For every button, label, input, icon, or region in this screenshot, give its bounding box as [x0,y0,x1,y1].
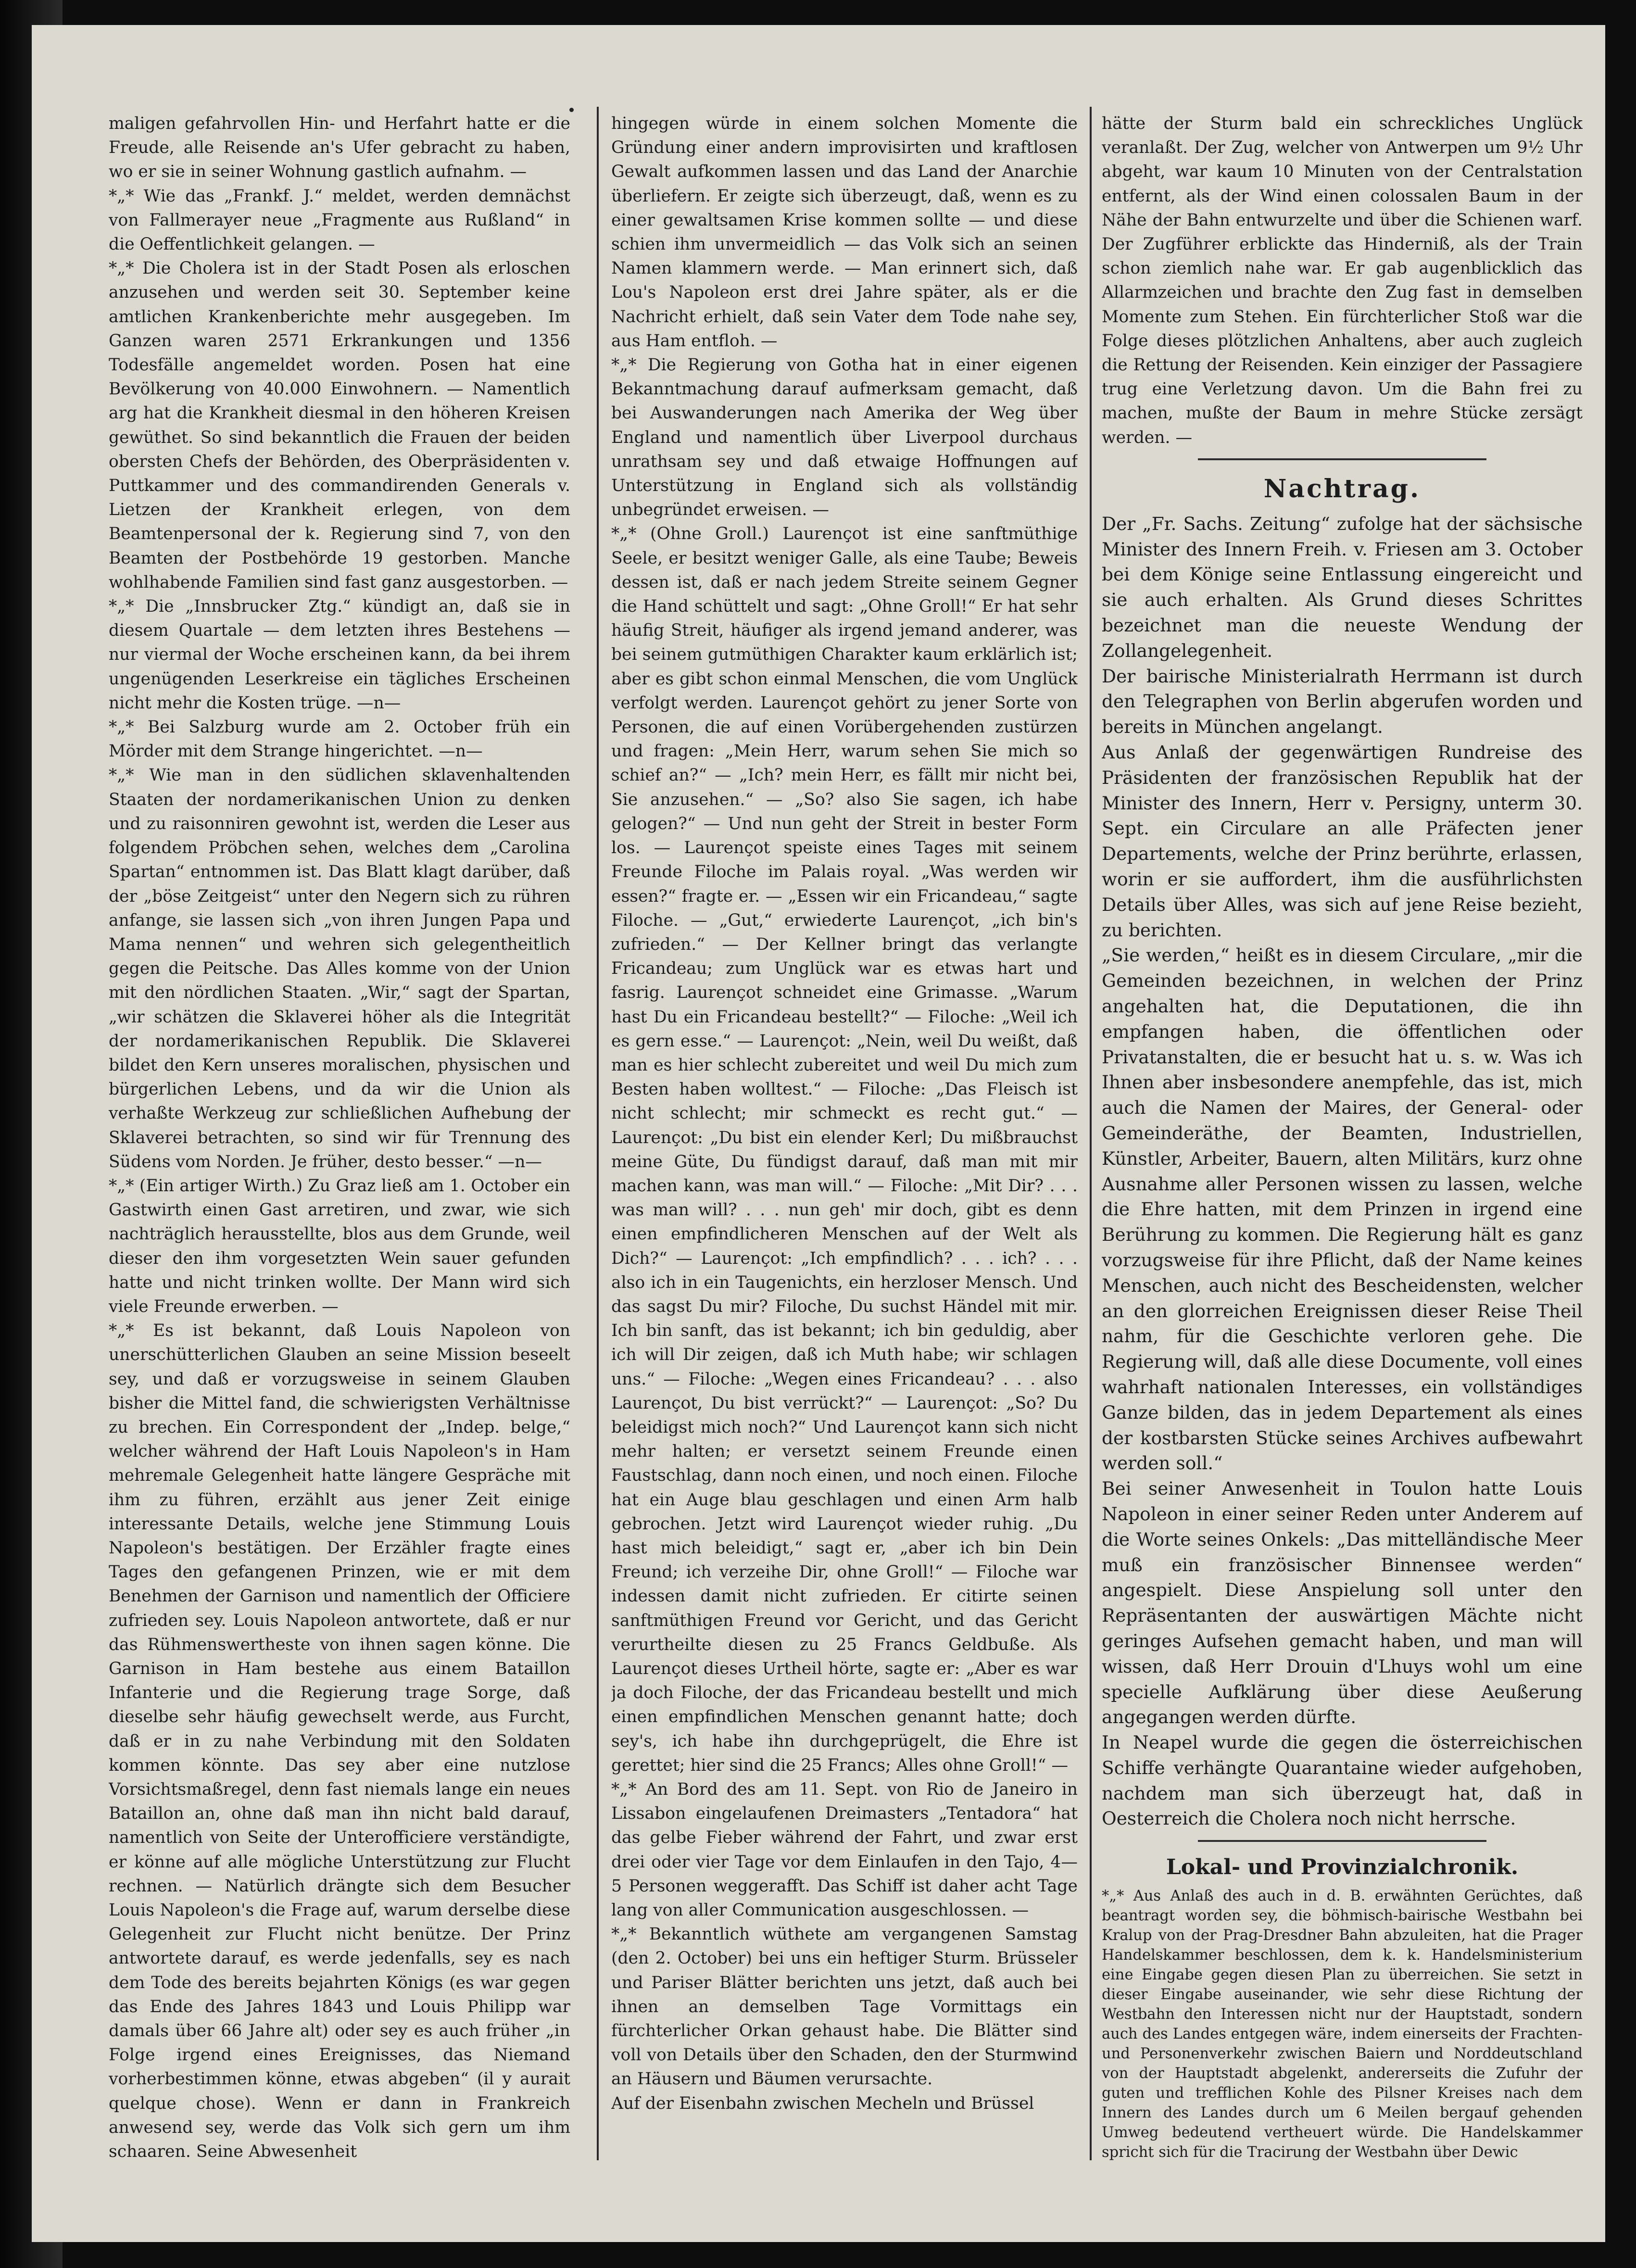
article-paragraph: *„* Die Regierung von Gotha hat in einer eigenen Bekanntmachung darauf aufmerksam gemacht, daß bei Auswanderungen nach Amerika der Weg über England und namentlich über Liverpool durchaus unrathsam sey und daß etwaige Hoffnungen auf Unterstützung in England sich als vollständig unbegründet erweisen. — [611,355,1078,520]
column-3 [1102,112,1583,2180]
section-divider [1102,1831,1583,1850]
article-paragraph: hätte der Sturm bald ein schreckliches Unglück veranlaßt. Der Zug, welcher von Antwerpen um 9½ Uhr abgeht, war kaum 10 Minuten von der Centralstation entfernt, als der Wind einen colossalen Baum in der Nähe der Bahn entwurzelte und über die Schienen warf. Der Zugführer erblickte das Hinderniß, als der Train schon ziemlich nahe war. Er gab augenblicklich das Allarmzeichen und brachte den Zug fast in demselben Momente zum Stehen. Ein fürchterlicher Stoß war die Folge dieses plötzlichen Anhaltens, aber auch zugleich die Rettung der Reisenden. Kein einziger der Passagiere trug eine Verletzung davon. Um die Bahn frei zu machen, mußte der Baum in mehre Stücke zersägt werden. — [1102,114,1583,447]
column-rule [1090,107,1092,2160]
article-paragraph: *„* Wie man in den südlichen sklavenhaltenden Staaten der nordamerikanischen Union zu denken und zu raisonniren gewohnt ist, werden die Leser aus folgendem Pröbchen sehen, welches dem „Carolina Spartan“ entnommen ist. Das Blatt klagt darüber, daß der „böse Zeitgeist“ unter den Negern sich zu rühren anfange, sie lassen sich „von ihren Jungen Papa und Mama nennen“ und wehren sich gelegentheitlich gegen die Peitsche. Das Alles komme von der Union mit den nördlichen Staaten. „Wir,“ sagt der Spartan, „wir schätzen die Sklaverei höher als die Integrität der nordamerikanischen Republik. Die Sklaverei bildet den Kern unseres moralischen, physischen und bürgerlichen Lebens, und da wir die Union als verhaßte Werkzeug zur schließlichen Aufhebung der Sklaverei betrachten, so sind wir für Trennung des Südens vom Norden. Je früher, desto besser.“ —n— [109,766,570,1172]
nachtrag-heading: Nachtrag. [1263,474,1421,504]
article-paragraph: *„* Es ist bekannt, daß Louis Napoleon von unerschütterlichen Glauben an seine Mission beseelt sey, und daß er vorzugsweise in seinem Glauben bisher die Mittel fand, die schwierigsten Verhältnisse zu brechen. Ein Correspondent der „Indep. belge,“ welcher während der Haft Louis Napoleon's in Ham mehremale Gelegenheit hatte längere Gespräche mit ihm zu führen, erzählt aus jener Zeit einige interessante Details, welche jene Stimmung Louis Napoleon's bestätigen. Der Erzähler fragte eines Tages den gefangenen Prinzen, wie er mit dem Benehmen der Garnison und namentlich der Officiere zufrieden sey. Louis Napoleon antwortete, daß er nur das Rühmenswertheste von ihnen sagen könne. Die Garnison in Ham bestehe aus einem Bataillon Infanterie und die Regierung trage Sorge, daß dieselbe sehr häufig gewechselt werde, aus Furcht, daß er in zu nahe Verbindung mit den Soldaten kommen könnte. Das sey aber eine nutzlose Vorsichtsmaßregel, denn fast niemals lange ein neues Bataillon an, ohne daß man ihn nicht bald darauf, namentlich von Seite der Unterofficiere verständigte, er könne auf alle mögliche Unterstützung zur Flucht rechnen. — Natürlich drängte sich dem Besucher Louis Napoleon's die Frage auf, warum derselbe diese Gelegenheit zur Flucht nicht benütze. Der Prinz antwortete darauf, es werde jedenfalls, sey es nach dem Tode des bereits bejahrten Königs (es war gegen das Ende des Jahres 1843 und Louis Philipp war damals über 66 Jahre alt) oder sey es auch früher „in Folge irgend eines Ereignisses, das Niemand vorherbestimmen könne, etwas abgeben“ (il y aurait quelque chose). Wenn er dann in Frankreich anwesend sey, werde das Volk sich gern um ihm schaaren. Seine Abwesenheit [109,1321,570,2162]
nachtrag-paragraph: Bei seiner Anwesenheit in Toulon hatte Louis Napoleon in einer seiner Reden unter Anderem auf die Worte seines Onkels: „Das mittelländische Meer muß ein französischer Binnensee werden“ angespielt. Diese Anspielung soll unter den Repräsentanten der auswärtigen Mächte nicht geringes Aufsehen gemacht haben, und man will wissen, daß Herr Drouin d'Lhuys wohl um eine specielle Aufklärung über diese Aeußerung angegangen werden dürfte. [1102,1478,1583,1728]
article-paragraph: *„* Wie das „Frankf. J.“ meldet, werden demnächst von Fallmerayer neue „Fragmente aus Rußland“ in die Oeffentlichkeit gelangen. — [109,186,570,254]
lokal-heading: Lokal- und Provinzialchronik. [1166,1855,1519,1880]
column-2 [611,112,1078,2180]
nachtrag-paragraph: Der „Fr. Sachs. Zeitung“ zufolge hat der sächsische Minister des Innern Freih. v. Friesen am 3. October bei dem Könige seine Entlassung eingereicht und sie auch erhalten. Als Grund dieses Schrittes bezeichnet man die neueste Wendung der Zollangelegenheit. [1102,513,1583,661]
article-paragraph: *„* Bekanntlich wüthete am vergangenen Samstag (den 2. October) bei uns ein heftiger Sturm. Brüsseler und Pariser Blätter berichten uns jetzt, daß auch bei ihnen an demselben Tage Vormittags ein fürchterlicher Orkan gehaust habe. Die Blätter sind voll von Details über den Schaden, den der Sturmwind an Häusern und Bäumen verursachte. [611,1925,1078,2089]
column-1 [109,112,570,2180]
lokal-paragraph: *„* Aus Anlaß des auch in d. B. erwähnten Gerüchtes, daß beantragt worden sey, die böhmisch-bairische Westbahn bei Kralup von der Prag-Dresdner Bahn abzuleiten, hat die Prager Handelskammer beschlossen, dem k. k. Handelsministerium eine Eingabe gegen diesen Plan zu überreichen. Sie setzt in dieser Eingabe auseinander, wie sehr diese Richtung der Westbahn den Interessen nicht nur der Hauptstadt, sondern auch des Landes entgegen wäre, indem einerseits der Frachten- und Personenverkehr zwischen Baiern und Norddeutschland von der Hauptstadt abgelenkt, andererseits die Zufuhr der guten und trefflichen Kohle des Pilsner Kreises nach dem Innern des Landes durch um 6 Meilen bergauf gehenden Umweg bedeutend vertheuert würde. Die Handelskammer spricht sich für die Tracirung der Westbahn über Dewic [1102,1888,1583,2161]
article-paragraph: Auf der Eisenbahn zwischen Mecheln und Brüssel [611,2093,1034,2113]
article-paragraph: *„* Die „Innsbrucker Ztg.“ kündigt an, daß sie in diesem Quartale — dem letzten ihres Bestehens — nur viermal der Woche erscheinen kann, da bei ihrem ungenügenden Leserkreise ein tägliches Erscheinen nicht mehr die Kosten trüge. —n— [109,597,570,713]
article-paragraph: *„* (Ein artiger Wirth.) Zu Graz ließ am 1. October ein Gastwirth einen Gast arretiren, und zwar, wie sich nachträglich herausstellte, blos aus dem Grunde, weil dieser den ihm vorgesetzten Wein sauer gefunden hatte und nicht trinken wollte. Der Mann wird sich viele Freunde erwerben. — [109,1176,570,1316]
section-divider [1102,450,1583,468]
article-paragraph: *„* Die Cholera ist in der Stadt Posen als erloschen anzusehen und werden seit 30. September keine amtlichen Krankenberichte mehr ausgegeben. Im Ganzen waren 2571 Erkrankungen und 1356 Todesfälle angemeldet worden. Posen hat eine Bevölkerung von 40.000 Einwohnern. — Namentlich arg hat die Krankheit diesmal in den höheren Kreisen gewüthet. So sind bekanntlich die Frauen der beiden obersten Chefs der Behörden, des Oberpräsidenten v. Puttkammer und des commandirenden Generals v. Lietzen der Krankheit erlegen, von dem Beamtenpersonal der k. Regierung sind 7, von den Beamten der Postbehörde 19 gestorben. Manche wohlhabende Familien sind fast ganz ausgestorben. — [109,259,570,592]
newspaper-page [32,25,1605,2242]
nachtrag-paragraph: Der bairische Ministerialrath Herrmann ist durch den Telegraphen von Berlin abgerufen worden und bereits in München angelangt. [1102,665,1583,738]
column-rule [597,107,599,2160]
article-paragraph: *„* (Ohne Groll.) Laurençot ist eine sanftmüthige Seele, er besitzt weniger Galle, als eine Taube; Beweis dessen ist, daß er nach jedem Streite seinem Gegner die Hand schüttelt und sagt: „Ohne Groll!“ Er hat sehr häufig Streit, häufiger als irgend jemand anderer, was bei seinem gutmüthigen Charakter kaum erklärlich ist; aber es gibt schon einmal Menschen, die vom Unglück verfolgt werden. Laurençot gehört zu jener Sorte von Personen, die auf einen Vorübergehenden zustürzen und fragen: „Mein Herr, warum sehen Sie mich so schief an?“ — „Ich? mein Herr, es fällt mir nicht bei, Sie anzusehen.“ — „So? also Sie sagen, ich habe gelogen?“ — Und nun geht der Streit in bester Form los. — Laurençot speiste eines Tages mit seinem Freunde Filoche im Palais royal. „Was werden wir essen?“ fragte er. — „Essen wir ein Fricandeau,“ sagte Filoche. — „Gut,“ erwiederte Laurençot, „ich bin's zufrieden.“ — Der Kellner bringt das verlangte Fricandeau; zum Unglück war es etwas hart und fasrig. Laurençot schneidet eine Grimasse. „Warum hast Du ein Fricandeau bestellt?“ — Filoche: „Weil ich es gern esse.“ — Laurençot: „Nein, weil Du weißt, daß man es hier schlecht zubereitet und weil Du mich zum Besten haben wolltest.“ — Filoche: „Das Fleisch ist nicht schlecht; mir schmeckt es recht gut.“ — Laurençot: „Du bist ein elender Kerl; Du mißbrauchst meine Güte, Du fündigst darauf, daß man mit mir machen kann, was man will.“ — Filoche: „Mit Dir? . . . was man will? . . . nun geh' mir doch, gibt es denn einen empfindlicheren Menschen auf der Welt als Dich?“ — Laurençot: „Ich empfindlich? . . . ich? . . . also ich in ein Taugenichts, ein herzloser Mensch. Und das sagst Du mir? Filoche, Du suchst Händel mit mir. Ich bin sanft, das ist bekannt; ich bin geduldig, aber ich will Dir zeigen, daß ich Muth habe; wir schlagen uns.“ — Filoche: „Wegen eines Fricandeau? . . . also Laurençot, Du bist verrückt?“ — Laurençot: „So? Du beleidigst mich noch?“ Und Laurençot kann sich nicht mehr halten; er versetzt seinem Freunde einen Faustschlag, dann noch einen, und noch einen. Filoche hat ein Auge blau geschlagen und einen Arm halb gebrochen. Jetzt wird Laurençot wieder ruhig. „Du hast mich beleidigt,“ sagt er, „aber ich bin Dein Freund; ich verzeihe Dir, ohne Groll!“ — Filoche war indessen damit nicht zufrieden. Er citirte seinen sanftmüthigen Freund vor Gericht, und das Gericht verurtheilte diesen zu 25 Francs Geldbuße. Als Laurençot dieses Urtheil hörte, sagte er: „Aber es war ja doch Filoche, der das Fricandeau bestellt und mich einen empfindlichen Menschen genannt hatte; doch sey's, ich habe ihn durchgeprügelt, die Ehre ist gerettet; hier sind die 25 Francs; Alles ohne Groll!“ — [611,524,1078,1775]
nachtrag-paragraph: Aus Anlaß der gegenwärtigen Rundreise des Präsidenten der französischen Republik hat der Minister des Innern, Herr v. Persigny, unterm 30. Sept. ein Circulare an alle Präfecten jener Departements, welche der Prinz berührte, erlassen, worin er sie auffordert, ihm die ausführlichsten Details über Alles, was sich auf jene Reise bezieht, zu berichten. [1102,742,1583,941]
article-paragraph: maligen gefahrvollen Hin- und Herfahrt hatte er die Freude, alle Reisende an's Ufer gebracht zu haben, wo er sie in seiner Wohnung gastlich aufnahm. — [109,114,570,182]
article-paragraph: hingegen würde in einem solchen Momente die Gründung einer andern improvisirten und kraftlosen Gewalt aufkommen lassen und das Land der Anarchie überliefern. Er zeigte sich überzeugt, daß, wenn es zu einer gewaltsamen Krise kommen sollte — und diese schien ihm unvermeidlich — das Volk sich an seinen Namen klammern werde. — Man erinnert sich, daß Lou's Napoleon erst drei Jahre später, als er die Nachricht erhielt, daß sein Vater dem Tode nahe sey, aus Ham entfloh. — [611,114,1078,351]
nachtrag-paragraph: In Neapel wurde die gegen die österreichischen Schiffe verhängte Quarantaine wieder aufgehoben, nachdem man sich überzeugt hat, daß in Oesterreich die Cholera noch nicht herrsche. [1102,1732,1583,1829]
article-paragraph: *„* Bei Salzburg wurde am 2. October früh ein Mörder mit dem Strange hingerichtet. —n— [109,718,570,761]
nachtrag-paragraph: „Sie werden,“ heißt es in diesem Circulare, „mir die Gemeinden bezeichnen, in welchen der Prinz angehalten hat, die Deputationen, die ihn empfangen haben, die öffentlichen oder Privatanstalten, die er besucht hat u. s. w. Was ich Ihnen aber insbesondere anempfehle, das ist, mich auch die Namen der Maires, der General- oder Gemeinderäthe, der Beamten, Industriellen, Künstler, Arbeiter, Bauern, alten Militärs, kurz ohne Ausnahme aller Personen wissen zu lassen, welche die Ehre hatten, mit dem Prinzen in irgend eine Berührung zu kommen. Die Regierung hält es ganz vorzugsweise für ihre Pflicht, daß der Name keines Menschen, auch nicht des Bescheidensten, welcher an den glorreichen Ereignissen dieser Reise Theil nahm, für die Geschichte verloren gehe. Die Regierung will, daß alle diese Documente, voll eines wahrhaft nationalen Interesses, ein vollständiges Ganze bilden, das in jedem Departement als eines der kostbarsten Stücke seines Archives aufbewahrt werden soll.“ [1102,945,1583,1474]
article-paragraph: *„* An Bord des am 11. Sept. von Rio de Janeiro in Lissabon eingelaufenen Dreimasters „Tentadora“ hat das gelbe Fieber während der Fahrt, und zwar erst drei oder vier Tage vor dem Einlaufen in den Tajo, 4—5 Personen weggerafft. Das Schiff ist daher acht Tage lang von aller Communication ausgeschlossen. — [611,1780,1078,1920]
